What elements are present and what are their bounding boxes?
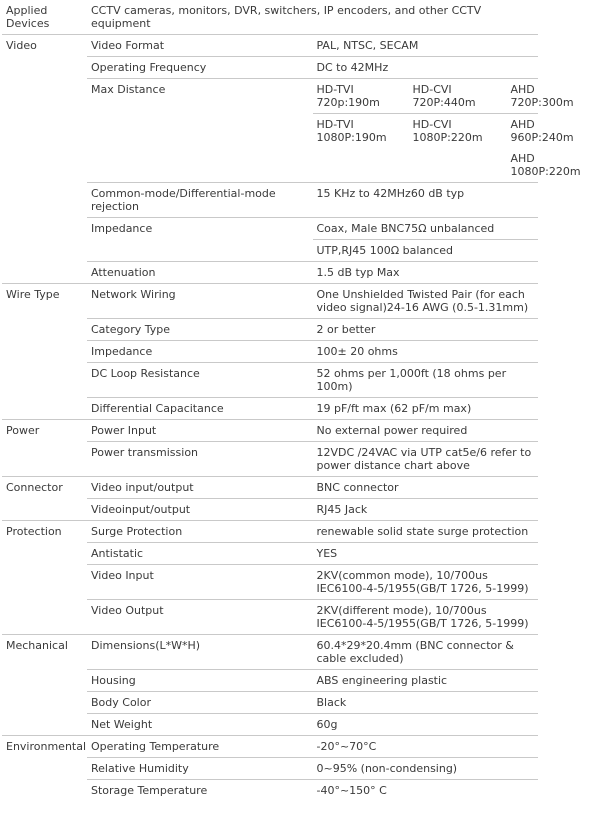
label-operating-frequency: Operating Frequency xyxy=(87,57,313,79)
row-video-io-bnc xyxy=(2,477,538,499)
max-distance-cell: HD-CVI 1080P:220m xyxy=(412,118,483,144)
value-video-io-bnc: BNC connector xyxy=(313,477,539,499)
label-body-color: Body Color xyxy=(87,692,313,714)
value-video-io-rj45: RJ45 Jack xyxy=(313,499,539,521)
label-video-io-bnc: Video input/output xyxy=(87,477,313,499)
label-dc-loop-resistance: DC Loop Resistance xyxy=(87,363,313,398)
value-video-impedance-utp: UTP,RJ45 100Ω balanced xyxy=(313,240,539,262)
row-dimensions xyxy=(2,635,538,670)
value-dc-loop-resistance: 52 ohms per 1,000ft (18 ohms per 100m) xyxy=(313,363,539,398)
category-connector: Connector xyxy=(2,477,87,521)
max-distance-cell: HD-TVI 720p:190m xyxy=(316,83,380,109)
label-video-input-protection: Video Input xyxy=(87,565,313,600)
value-category-type: 2 or better xyxy=(313,319,539,341)
label-category-type: Category Type xyxy=(87,319,313,341)
category-applied-devices: Applied Devices xyxy=(6,4,50,30)
category-protection: Protection xyxy=(2,521,87,635)
value-antistatic: YES xyxy=(313,543,539,565)
category-environmental: Environmental xyxy=(2,736,87,802)
value-network-wiring: One Unshielded Twisted Pair (for each video signal)24-16 AWG (0.5-1.31mm) xyxy=(313,284,539,319)
value-relative-humidity: 0~95% (non-condensing) xyxy=(313,758,539,780)
label-network-wiring: Network Wiring xyxy=(87,284,313,319)
label-video-impedance: Impedance xyxy=(87,218,313,262)
label-dimensions: Dimensions(L*W*H) xyxy=(87,635,313,670)
max-distance-line-3 xyxy=(313,148,581,183)
value-body-color: Black xyxy=(313,692,539,714)
value-surge-protection: renewable solid state surge protection xyxy=(313,521,539,543)
max-distance-cell xyxy=(317,152,413,178)
value-video-output-protection: 2KV(different mode), 10/700us IEC6100-4-5/1955(GB/T 1726, 5-1999) xyxy=(313,600,539,635)
max-distance-cell: AHD 960P:240m xyxy=(510,118,574,144)
max-distance-cell: AHD 720P:300m xyxy=(510,83,574,109)
label-differential-capacitance: Differential Capacitance xyxy=(87,398,313,420)
value-video-impedance-coax: Coax, Male BNC75Ω unbalanced xyxy=(313,218,539,240)
value-mode-rejection: 15 KHz to 42MHz60 dB typ xyxy=(313,183,539,218)
max-distance-line-1 xyxy=(313,79,574,114)
max-distance-cell: HD-TVI 1080P:190m xyxy=(316,118,387,144)
spec-table xyxy=(2,0,581,801)
value-operating-temperature: -20°~70°C xyxy=(313,736,539,758)
value-differential-capacitance: 19 pF/ft max (62 pF/m max) xyxy=(313,398,539,420)
value-operating-frequency: DC to 42MHz xyxy=(313,57,539,79)
label-mode-rejection: Common-mode/Differential-mode rejection xyxy=(87,183,313,218)
value-video-input-protection: 2KV(common mode), 10/700us IEC6100-4-5/1955(GB/T 1726, 5-1999) xyxy=(313,565,539,600)
value-video-format: PAL, NTSC, SECAM xyxy=(313,35,539,57)
value-power-transmission: 12VDC /24VAC via UTP cat5e/6 refer to power distance chart above xyxy=(313,442,539,477)
value-net-weight: 60g xyxy=(313,714,539,736)
value-attenuation: 1.5 dB typ Max xyxy=(313,262,539,284)
max-distance-cell xyxy=(413,152,511,178)
category-video: Video xyxy=(2,35,87,284)
value-wire-impedance: 100± 20 ohms xyxy=(313,341,539,363)
category-power: Power xyxy=(2,420,87,477)
label-relative-humidity: Relative Humidity xyxy=(87,758,313,780)
label-operating-temperature: Operating Temperature xyxy=(87,736,313,758)
label-video-io-rj45: Videoinput/output xyxy=(87,499,313,521)
value-dimensions: 60.4*29*20.4mm (BNC connector & cable excluded) xyxy=(313,635,539,670)
label-attenuation: Attenuation xyxy=(87,262,313,284)
label-antistatic: Antistatic xyxy=(87,543,313,565)
category-mechanical: Mechanical xyxy=(2,635,87,736)
label-surge-protection: Surge Protection xyxy=(87,521,313,543)
row-power-input xyxy=(2,420,538,442)
row-network-wiring xyxy=(2,284,538,319)
label-max-distance: Max Distance xyxy=(87,79,313,183)
value-housing: ABS engineering plastic xyxy=(313,670,539,692)
label-video-output-protection: Video Output xyxy=(87,600,313,635)
label-power-input: Power Input xyxy=(87,420,313,442)
label-housing: Housing xyxy=(87,670,313,692)
label-wire-impedance: Impedance xyxy=(87,341,313,363)
max-distance-cell: AHD 1080P:220m xyxy=(510,152,581,178)
max-distance-line-2 xyxy=(313,114,574,149)
row-operating-temperature xyxy=(2,736,538,758)
label-net-weight: Net Weight xyxy=(87,714,313,736)
value-storage-temperature: -40°~150° C xyxy=(313,780,539,802)
row-video-format xyxy=(2,35,538,57)
value-applied-devices: CCTV cameras, monitors, DVR, switchers, IP encoders, and other CCTV equipment xyxy=(91,4,482,30)
category-wire-type: Wire Type xyxy=(2,284,87,420)
max-distance-cell: HD-CVI 720P:440m xyxy=(412,83,476,109)
label-video-format: Video Format xyxy=(87,35,313,57)
value-power-input: No external power required xyxy=(313,420,539,442)
label-storage-temperature: Storage Temperature xyxy=(87,780,313,802)
row-surge-protection xyxy=(2,521,538,543)
label-power-transmission: Power transmission xyxy=(87,442,313,477)
row-applied-devices xyxy=(2,0,538,35)
